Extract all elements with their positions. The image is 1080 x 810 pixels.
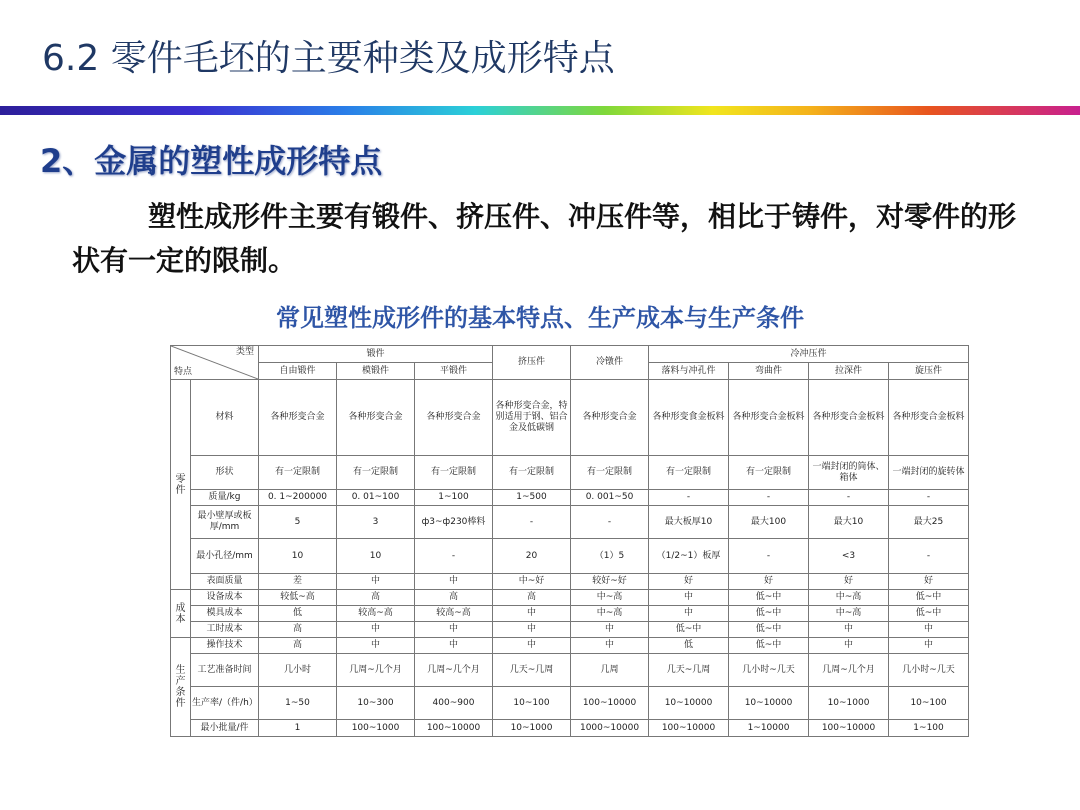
table-cell: 较低~高 <box>259 590 337 606</box>
table-cell: - <box>889 490 969 506</box>
table-cell: 中~高 <box>809 606 889 622</box>
table-cell: 几周~几个月 <box>415 654 493 687</box>
group-extrusion: 挤压件 <box>493 346 571 380</box>
table-cell: 中 <box>649 606 729 622</box>
table-cell: 有一定限制 <box>493 456 571 490</box>
sub-header: 弯曲件 <box>729 363 809 380</box>
table-cell: - <box>649 490 729 506</box>
table-cell: 中 <box>415 638 493 654</box>
table-row <box>171 654 969 687</box>
table-cell: 各种形变合金 <box>337 380 415 456</box>
forming-parts-table <box>170 345 969 737</box>
row-label: 生产率/（件/h） <box>191 687 259 720</box>
section-subtitle: 2、金属的塑性成形特点 <box>40 142 383 180</box>
table-cell: 10~1000 <box>493 720 571 737</box>
table-cell: 中 <box>415 622 493 638</box>
table-cell: 中 <box>889 638 969 654</box>
table-cell: 各种形变合金板料 <box>889 380 969 456</box>
table-cell: 10~100 <box>493 687 571 720</box>
table-cell: 低~中 <box>889 606 969 622</box>
table-cell: 低~中 <box>729 590 809 606</box>
table-cell: 中 <box>493 606 571 622</box>
row-label: 设备成本 <box>191 590 259 606</box>
table-cell: 各种形变合金板料 <box>729 380 809 456</box>
table-cell: - <box>809 490 889 506</box>
table-row <box>171 380 969 456</box>
table-cell: 中~高 <box>809 590 889 606</box>
table-cell: 各种形变合金，特别适用于钢、铝合金及低碳钢 <box>493 380 571 456</box>
row-label: 最小批量/件 <box>191 720 259 737</box>
table-cell: 10~100 <box>889 687 969 720</box>
sub-header: 平锻件 <box>415 363 493 380</box>
table-cell: 好 <box>649 574 729 590</box>
table-cell: 最大板厚10 <box>649 506 729 539</box>
table-cell: - <box>729 490 809 506</box>
table-cell: 好 <box>729 574 809 590</box>
table-caption: 常见塑性成形件的基本特点、生产成本与生产条件 <box>276 304 804 332</box>
table-cell: 100~10000 <box>415 720 493 737</box>
table-cell: 低~中 <box>729 606 809 622</box>
table-cell: - <box>415 539 493 574</box>
table-cell: 3 <box>337 506 415 539</box>
table-cell: 低 <box>649 638 729 654</box>
table-cell: 好 <box>889 574 969 590</box>
table-cell: 有一定限制 <box>337 456 415 490</box>
table-cell: 10~1000 <box>809 687 889 720</box>
table-row <box>171 622 969 638</box>
table-cell: （1）5 <box>571 539 649 574</box>
table-cell: 较高~高 <box>337 606 415 622</box>
row-label: 质量/kg <box>191 490 259 506</box>
group-stamping: 冷冲压件 <box>649 346 969 363</box>
table-cell: 几小时 <box>259 654 337 687</box>
table-cell: 低~中 <box>649 622 729 638</box>
table-cell: 一端封闭的筒体、箱体 <box>809 456 889 490</box>
table-row <box>171 539 969 574</box>
row-label: 操作技术 <box>191 638 259 654</box>
table-cell: 10~300 <box>337 687 415 720</box>
table-cell: 0. 1~200000 <box>259 490 337 506</box>
table-cell: 几小时~几天 <box>889 654 969 687</box>
table-cell: 低~中 <box>889 590 969 606</box>
table-row <box>171 590 969 606</box>
table-cell: - <box>729 539 809 574</box>
sub-header: 自由锻件 <box>259 363 337 380</box>
table-cell: 中~好 <box>493 574 571 590</box>
section-production: 生产条件 <box>171 638 191 737</box>
table-cell: 各种形变合金 <box>259 380 337 456</box>
group-heading: 冷镦件 <box>571 346 649 380</box>
sub-header: 落料与冲孔件 <box>649 363 729 380</box>
table-cell: - <box>571 506 649 539</box>
table-cell: 10~10000 <box>649 687 729 720</box>
table-cell: 几周~几个月 <box>337 654 415 687</box>
row-label: 工时成本 <box>191 622 259 638</box>
table-cell: 中 <box>809 638 889 654</box>
table-cell: 1~10000 <box>729 720 809 737</box>
table-cell: 400~900 <box>415 687 493 720</box>
group-forging: 锻件 <box>259 346 493 363</box>
table-row <box>171 720 969 737</box>
table-cell: 0. 001~50 <box>571 490 649 506</box>
table-cell: 1~50 <box>259 687 337 720</box>
table-cell: 100~1000 <box>337 720 415 737</box>
table-cell: 低~中 <box>729 638 809 654</box>
table-cell: 较好~好 <box>571 574 649 590</box>
table-cell: 10 <box>337 539 415 574</box>
table-cell: 中 <box>493 622 571 638</box>
section-cost: 成本 <box>171 590 191 638</box>
row-label: 最小孔径/mm <box>191 539 259 574</box>
table-cell: 高 <box>493 590 571 606</box>
corner-type-label: 类型 <box>235 347 254 357</box>
table-cell: 几天~几周 <box>649 654 729 687</box>
row-label: 工艺准备时间 <box>191 654 259 687</box>
table-cell: 有一定限制 <box>415 456 493 490</box>
table-row <box>171 456 969 490</box>
sub-header: 拉深件 <box>809 363 889 380</box>
table-cell: 中 <box>649 590 729 606</box>
table-cell: 几小时~几天 <box>729 654 809 687</box>
table-cell: 10~10000 <box>729 687 809 720</box>
table-row <box>171 506 969 539</box>
table-row <box>171 574 969 590</box>
table-cell: 中~高 <box>571 606 649 622</box>
table-cell: 有一定限制 <box>259 456 337 490</box>
table-cell: 100~10000 <box>809 720 889 737</box>
section-part: 零件 <box>171 380 191 590</box>
table-cell: ф3~ф230棒料 <box>415 506 493 539</box>
table-cell: 100~10000 <box>571 687 649 720</box>
table-row <box>171 490 969 506</box>
table-cell: <3 <box>809 539 889 574</box>
table-cell: 一端封闭的旋转体 <box>889 456 969 490</box>
table-cell: 100~10000 <box>649 720 729 737</box>
table-cell: 10 <box>259 539 337 574</box>
page-title: 6.2 零件毛坯的主要种类及成形特点 <box>42 38 615 79</box>
table-cell: 几天~几周 <box>493 654 571 687</box>
corner-feature-label: 特点 <box>174 367 193 377</box>
row-label: 模具成本 <box>191 606 259 622</box>
table-cell: 0. 01~100 <box>337 490 415 506</box>
table-cell: 有一定限制 <box>571 456 649 490</box>
table-cell: 几周 <box>571 654 649 687</box>
table-cell: 各种形变食金板料 <box>649 380 729 456</box>
table-cell: 中 <box>337 638 415 654</box>
row-label: 最小壁厚或板厚/mm <box>191 506 259 539</box>
table-row <box>171 638 969 654</box>
row-label: 材料 <box>191 380 259 456</box>
table-cell: 最大100 <box>729 506 809 539</box>
table-row <box>171 687 969 720</box>
table-cell: - <box>889 539 969 574</box>
table-cell: 1~100 <box>415 490 493 506</box>
table-cell: 各种形变合金板料 <box>809 380 889 456</box>
table-cell: 低~中 <box>729 622 809 638</box>
table-cell: 中 <box>415 574 493 590</box>
row-label: 表面质量 <box>191 574 259 590</box>
table-cell: 最大25 <box>889 506 969 539</box>
table-cell: 各种形变合金 <box>571 380 649 456</box>
table-cell: 高 <box>259 638 337 654</box>
table-cell: 有一定限制 <box>649 456 729 490</box>
rainbow-divider <box>0 106 1080 115</box>
table-row <box>171 606 969 622</box>
table-cell: 1 <box>259 720 337 737</box>
row-label: 形状 <box>191 456 259 490</box>
sub-header: 旋压件 <box>889 363 969 380</box>
intro-paragraph: 塑性成形件主要有锻件、挤压件、冲压件等，相比于铸件，对零件的形状有一定的限制。 <box>72 200 1017 277</box>
table-cell: 有一定限制 <box>729 456 809 490</box>
table-cell: 1~500 <box>493 490 571 506</box>
corner-cell <box>171 346 259 380</box>
table-cell: 差 <box>259 574 337 590</box>
table-cell: 1~100 <box>889 720 969 737</box>
table-cell: 1000~10000 <box>571 720 649 737</box>
table-cell: 高 <box>415 590 493 606</box>
table-cell: 中 <box>571 638 649 654</box>
header-row-1 <box>171 346 969 363</box>
table-cell: 高 <box>259 622 337 638</box>
table-cell: 5 <box>259 506 337 539</box>
table-cell: 中 <box>571 622 649 638</box>
table-cell: 20 <box>493 539 571 574</box>
table-cell: 中 <box>337 574 415 590</box>
table-cell: 最大10 <box>809 506 889 539</box>
table-cell: 高 <box>337 590 415 606</box>
table-cell: 较高~高 <box>415 606 493 622</box>
table-cell: （1/2~1）板厚 <box>649 539 729 574</box>
table-cell: 中~高 <box>571 590 649 606</box>
table-cell: 中 <box>337 622 415 638</box>
table-cell: - <box>493 506 571 539</box>
sub-header: 模锻件 <box>337 363 415 380</box>
table-cell: 低 <box>259 606 337 622</box>
table-cell: 中 <box>493 638 571 654</box>
table-cell: 几周~几个月 <box>809 654 889 687</box>
table-cell: 各种形变合金 <box>415 380 493 456</box>
table-cell: 好 <box>809 574 889 590</box>
table-cell: 中 <box>809 622 889 638</box>
table-cell: 中 <box>889 622 969 638</box>
